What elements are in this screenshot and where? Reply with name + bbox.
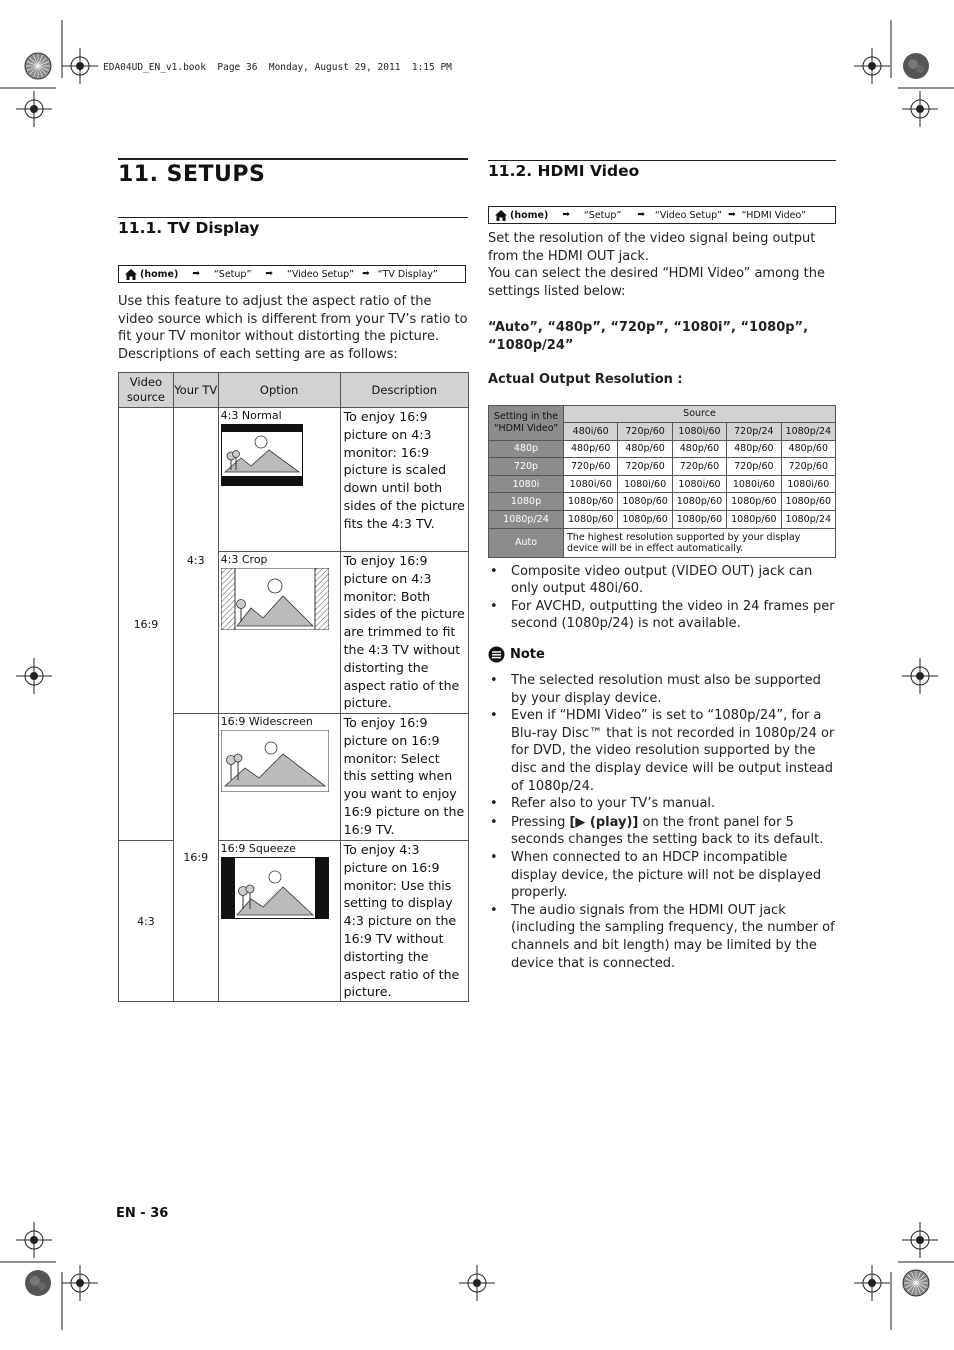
- value-cell: 1080p/60: [727, 511, 781, 529]
- value-cell: 480p/60: [727, 440, 781, 458]
- hdmi-intro-2: You can select the desired “HDMI Video” among the settings listed below:: [488, 266, 825, 299]
- list-item: • For AVCHD, outputting the video in 24 frames per second (1080p/24) is not available.: [488, 598, 836, 633]
- arrow-right-icon: ➡: [637, 210, 645, 220]
- value-cell: 1080p/60: [564, 493, 618, 511]
- resolution-table: [488, 405, 836, 558]
- table-row: [119, 841, 469, 1002]
- table-row: [489, 528, 836, 557]
- play-key-label: [▶ (play)]: [569, 814, 639, 830]
- note-label: Note: [510, 647, 545, 663]
- page-number: EN - 36: [116, 1206, 169, 1221]
- setting-cell: 1080p/24: [489, 511, 564, 529]
- tv-169-cell: 16:9: [173, 714, 218, 1002]
- value-cell: 1080i/60: [727, 475, 781, 493]
- value-cell: 1080i/60: [618, 475, 672, 493]
- source-label-cell: Source: [564, 405, 836, 423]
- setting-cell: 480p: [489, 440, 564, 458]
- book-header: EDA04UD_EN_v1.book Page 36 Monday, August 29, 2011 1:15 PM: [103, 62, 452, 73]
- list-item: • Even if “HDMI Video” is set to “1080p/24”, for a Blu-ray Disc™ that is not recorded in 1080p/24 or for DVD, the video resolution supported by the disc and the display device will be output instead of 1080p/24.: [488, 707, 836, 795]
- actual-output-label: Actual Output Resolution :: [488, 372, 683, 387]
- table-row: [489, 493, 836, 511]
- home-path-item: (home): [125, 269, 178, 280]
- value-cell: 1080p/60: [618, 511, 672, 529]
- note-icon: [488, 646, 505, 663]
- list-item: • Composite video output (VIDEO OUT) jack can only output 480i/60.: [488, 563, 836, 598]
- source-169-cell: 16:9: [119, 408, 174, 841]
- option-widescreen-cell: [218, 714, 340, 841]
- home-path-item: (home): [495, 210, 548, 221]
- header-description: Description: [340, 373, 468, 408]
- tv-display-menu-path: [118, 265, 466, 283]
- arrow-right-icon: ➡: [362, 269, 370, 279]
- value-cell: 480p/60: [781, 440, 835, 458]
- value-cell: 480p/60: [618, 440, 672, 458]
- arrow-right-icon: ➡: [192, 269, 200, 279]
- list-item: • Pressing [▶ (play)] on the front panel for 5 seconds changes the setting back to its default.: [488, 814, 836, 849]
- crop-illustration-icon: [221, 568, 329, 630]
- tv-display-column: [118, 158, 468, 1002]
- path-video-setup: “Video Setup”: [654, 209, 723, 221]
- table-header-row: [119, 373, 469, 408]
- section-title: 11. SETUPS: [118, 158, 468, 198]
- value-cell: 720p/60: [618, 458, 672, 476]
- description-cell: To enjoy 4:3 picture on 16:9 monitor: Use this setting to display 4:3 picture on the 16:9 TV without distorting the aspect ratio of the picture.: [340, 841, 468, 1002]
- option-squeeze-cell: [218, 841, 340, 1002]
- tv-display-heading: 11.1. TV Display: [118, 217, 468, 237]
- widescreen-illustration-icon: [221, 730, 329, 792]
- option-crop-cell: [218, 552, 340, 714]
- arrow-right-icon: ➡: [728, 210, 736, 220]
- setting-cell: 1080i: [489, 475, 564, 493]
- value-cell: 1080i/60: [781, 475, 835, 493]
- table-row: [489, 440, 836, 458]
- table-row: [489, 458, 836, 476]
- source-cell: 480i/60: [564, 423, 618, 441]
- value-cell: 480p/60: [672, 440, 726, 458]
- list-item: • The audio signals from the HDMI OUT jack (including the sampling frequency, the number of channels and bit length) may be limited by the device that is connected.: [488, 902, 836, 972]
- hdmi-video-menu-path: [488, 206, 836, 224]
- path-tv-display: “TV Display”: [377, 268, 438, 280]
- value-cell: 480p/60: [564, 440, 618, 458]
- home-icon: [495, 210, 507, 221]
- path-video-setup: “Video Setup”: [286, 268, 355, 280]
- squeeze-illustration-icon: [221, 857, 329, 919]
- description-cell: To enjoy 16:9 picture on 4:3 monitor: 16:9 picture is scaled down until both sides of the picture fits the 4:3 TV.: [340, 408, 468, 552]
- value-cell: 1080p/60: [618, 493, 672, 511]
- hdmi-video-column: [488, 158, 836, 972]
- header-video-source: Video source: [119, 373, 174, 408]
- header-option: Option: [218, 373, 340, 408]
- note-list: [488, 672, 836, 972]
- source-cell: 1080i/60: [672, 423, 726, 441]
- source-43-cell: 4:3: [119, 841, 174, 1002]
- corner-setting-cell: Setting in the “HDMI Video”: [489, 405, 564, 440]
- hdmi-video-heading: 11.2. HDMI Video: [488, 160, 836, 180]
- hdmi-bullets: [488, 563, 836, 633]
- value-cell: 720p/60: [672, 458, 726, 476]
- list-item: • When connected to an HDCP incompatible display device, the picture will not be displayed properly.: [488, 849, 836, 902]
- note-heading: [488, 646, 836, 663]
- description-cell: To enjoy 16:9 picture on 16:9 monitor: Select this setting when you want to enjoy 16:9 picture on the 16:9 TV.: [340, 714, 468, 841]
- hdmi-options-line: “Auto”, “480p”, “720p”, “1080i”, “1080p”, “1080p/24”: [488, 320, 809, 353]
- description-cell: To enjoy 16:9 picture on 4:3 monitor: Both sides of the picture are trimmed to fit the 4:3 TV without distorting the aspect ratio of the picture.: [340, 552, 468, 714]
- value-cell: 1080p/60: [672, 493, 726, 511]
- normal-illustration-icon: [221, 424, 303, 486]
- option-label: 16:9 Widescreen: [220, 715, 313, 728]
- value-cell: 1080p/60: [672, 511, 726, 529]
- tv-43-cell: 4:3: [173, 408, 218, 714]
- option-label: 4:3 Crop: [220, 553, 268, 566]
- setting-cell: 720p: [489, 458, 564, 476]
- value-cell: 1080p/60: [781, 493, 835, 511]
- tv-display-table: [118, 372, 469, 1002]
- table-row: [489, 475, 836, 493]
- path-setup: “Setup”: [583, 209, 622, 221]
- table-row: [489, 511, 836, 529]
- source-cell: 1080p/24: [781, 423, 835, 441]
- source-cell: 720p/24: [727, 423, 781, 441]
- value-cell: 1080p/24: [781, 511, 835, 529]
- value-cell: 720p/60: [727, 458, 781, 476]
- value-cell: 1080i/60: [672, 475, 726, 493]
- header-your-tv: Your TV: [173, 373, 218, 408]
- value-cell: 720p/60: [564, 458, 618, 476]
- path-hdmi-video: “HDMI Video”: [741, 209, 806, 221]
- value-cell: 720p/60: [781, 458, 835, 476]
- list-item: • The selected resolution must also be supported by your display device.: [488, 672, 836, 707]
- tv-display-intro: Use this feature to adjust the aspect ratio of the video source which is different from your TV’s ratio to fit your TV monitor without distorting the picture. Descriptions of each setting are as follows:: [118, 294, 468, 362]
- hdmi-intro-1: Set the resolution of the video signal being output from the HDMI OUT jack.: [488, 231, 816, 264]
- value-cell: 1080p/60: [727, 493, 781, 511]
- arrow-right-icon: ➡: [562, 210, 570, 220]
- list-item: • Refer also to your TV’s manual.: [488, 795, 836, 813]
- arrow-right-icon: ➡: [265, 269, 273, 279]
- value-cell: 1080p/60: [564, 511, 618, 529]
- setting-cell: Auto: [489, 528, 564, 557]
- setting-cell: 1080p: [489, 493, 564, 511]
- option-label: 16:9 Squeeze: [220, 842, 296, 855]
- auto-description-cell: The highest resolution supported by your display device will be in effect automatically.: [564, 528, 836, 557]
- path-setup: “Setup”: [213, 268, 252, 280]
- option-normal-cell: [218, 408, 340, 552]
- table-row: [119, 408, 469, 552]
- option-label: 4:3 Normal: [220, 409, 282, 422]
- source-cell: 720p/60: [618, 423, 672, 441]
- value-cell: 1080i/60: [564, 475, 618, 493]
- home-icon: [125, 269, 137, 280]
